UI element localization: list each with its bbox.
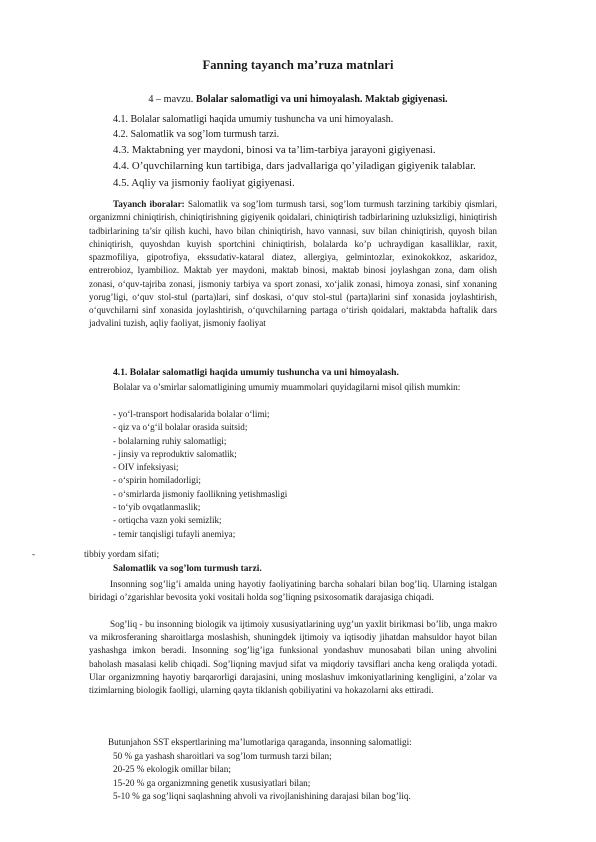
keywords-text: Salomatlik va sog’lom turmush tarsi, sog’lom turmush tarzining tarkibiy qismlari, organizmni chiniqtirish, chiniqtirishning gigiyenik qoidalari, chiniqtirish tadbirlarining uzluksizligi, hiniqtirish tadbirlarining ta’sir qilish kuchi, havo bilan chiniqtirish, havo vannasi, suv bilan chiniqtirish, quyosh bilan chiniqtirish, quyoshdan kuyish sportchini chiniqtirish, bolalarda ko’p uchraydigan kasalliklar, raxit, spazmofiliya, gipotrofiya, ekssudativ-kataral diatez, allergiya, gelmintozlar, exinokokkoz, askaridoz, entrerobioz, lyambilioz. Maktab yer maydoni, maktab binosi, maktab binosi joylashgan zona, dam olish zonasi, o‘quv-tajriba zonasi, jismoniy tarbiya va sport zonasi, xo‘jalik zonasi, himoya zonasi, sinf xonaning yorug’ligi, o‘quv stol-stul (parta)lari, sinf doskasi, o‘quv stol-stul (parta)larini sinf xonasida joylashtirish, o‘quvchilarni sinf xonasida joylashtirish, o‘quvchilarning partaga o‘tirish qoidalari, maktabda haftalik dars jadvalini tuzish, aqliy faoliyat, jismoniy faoliyat: [89, 199, 497, 329]
outline-item: 4.5. Aqliy va jismoniy faoliyat gigiyenasi.: [113, 176, 295, 189]
lecture-subtitle: [0, 94, 596, 105]
lecture-number: 4 – mavzu.: [148, 94, 194, 105]
outline-item: 4.1. Bolalar salomatligi haqida umumiy tushuncha va uni himoyalash.: [113, 114, 394, 125]
list-item: - yo‘l-transport hodisalarida bolalar o‘limi;: [113, 409, 270, 419]
keywords-paragraph: [89, 198, 497, 331]
list-item: 50 % ga yashash sharoitlari va sog’lom turmush tarzi bilan;: [113, 751, 332, 761]
body-paragraph: Sog’liq - bu insonning biologik va ijtimoiy xususiyatlarining uyg’un yaxlit birikmasi bo’lib, unga makro va mikrosferaning sharoitlarga moslashish, shuningdek ijtimoiy va iqtisodiy jihatdan mahsuldor hayot bilan yashashga imkon beradi. Insonning sog’lig’iga funksional yondashuv munosabati bilan uning ahvolini baholash masalasi kelib chiqadi. Sog’liqning mavjud sifat va miqdoriy tavsiflari ancha keng oraliqda yotadi. Ular organizmning hayotiy barqarorligi darajasini, uning moslashuv imkoniyatlarining kengligini, a’zolar va tizimlarning biologik faolligi, ularning qayta tiklanish qobiliyatini va hokazolarni aks ettiradi.: [89, 619, 497, 696]
outline-item: 4.3. Maktabning yer maydoni, binosi va ta’lim-tarbiya jarayoni gigiyenasi.: [113, 144, 436, 157]
topic-outline: [113, 113, 476, 191]
list-item-text: tibbiy yordam sifati;: [84, 549, 160, 559]
document-title: Fanning tayanch ma’ruza matnlari: [202, 58, 394, 72]
list-item: - o‘smirlarda jismoniy faollikning yetishmasligi: [113, 488, 288, 499]
list-item: - jinsiy va reproduktiv salomatlik;: [113, 448, 237, 459]
list-item: - o‘spirin homiladorligi;: [113, 475, 201, 486]
section-heading: Salomatlik va sog’lom turmush tarzi.: [113, 564, 262, 574]
list-item: - ortiqcha vazn yoki semizlik;: [113, 515, 222, 526]
outline-item: 4.4. O’quvchilarning kun tartibiga, dars jadvallariga qo’yiladigan gigiyenik talablar.: [113, 160, 476, 173]
list-marker: -: [32, 549, 36, 559]
list-item: - to‘yib ovqatlanmaslik;: [113, 502, 201, 513]
list-item: [32, 549, 159, 559]
list-item: 5-10 % ga sog’liqni saqlashning ahvoli va rivojlanishining darajasi bilan bog’liq.: [113, 791, 411, 802]
health-problems-list: [113, 408, 287, 541]
stats-intro: Butunjahon SST ekspertlarining ma’lumotlariga qaraganda, insonning salomatligi:: [108, 737, 412, 747]
list-item: - OIV infeksiyasi;: [113, 462, 179, 473]
health-factors-list: [113, 750, 411, 804]
list-item: - temir tanqisligi tufayli anemiya;: [113, 528, 236, 539]
list-item: 15-20 % ga organizmning genetik xususiyatlari bilan;: [113, 777, 311, 788]
list-item: 20-25 % ekologik omillar bilan;: [113, 764, 231, 775]
outline-item: 4.2. Salomatlik va sog’lom turmush tarzi.: [113, 128, 280, 140]
keywords-label: Tayanch iboralar:: [113, 199, 185, 209]
lecture-topic: Bolalar salomatligi va uni himoyalash. Maktab gigiyenasi.: [195, 94, 448, 105]
section-heading: 4.1. Bolalar salomatligi haqida umumiy tushuncha va uni himoyalash.: [113, 367, 399, 378]
body-paragraph: Insonning sog’lig’i amalda uning hayotiy faoliyatining barcha sohalari bilan bog’liq. Ularning istalgan biridagi o’zgarishlar bevosita yoki vositali holda sog’liqning psixosomatik darajasiga chiqadi.: [89, 579, 497, 603]
section-intro-paragraph: Bolalar va o’smirlar salomatligining umumiy muammolari quyidagilarni misol qilish mumkin:: [113, 382, 461, 392]
list-item: - qiz va o‘g‘il bolalar orasida suitsid;: [113, 422, 248, 433]
list-item: - bolalarning ruhiy salomatligi;: [113, 435, 227, 446]
